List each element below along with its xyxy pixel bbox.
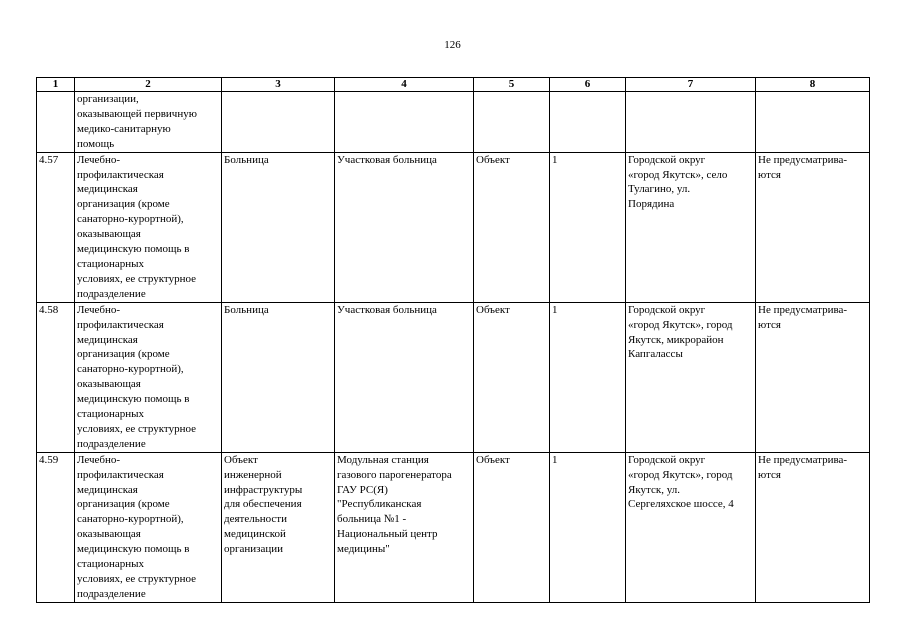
table-cell [550, 92, 626, 153]
page-number: 126 [444, 39, 461, 51]
table-header-row [37, 78, 870, 92]
table-cell: Городской округ «город Якутск», село Тулагино, ул. Порядина [626, 152, 756, 302]
table-cell [474, 92, 550, 153]
table-cell: 1 [550, 152, 626, 302]
column-header: 3 [222, 78, 335, 92]
table-cell: Не предусматрива- ются [756, 452, 870, 602]
table-cell [222, 92, 335, 153]
table-cell: Лечебно- профилактическая медицинская организация (кроме санаторно-курортной), оказывающая медицинскую помощь в стационарных условиях, ее структурное подразделение [75, 302, 222, 452]
table-cell: Не предусматрива- ются [756, 152, 870, 302]
table-cell [756, 92, 870, 153]
table-cell: Участковая больница [335, 302, 474, 452]
table-cell: Объект [474, 152, 550, 302]
column-header: 1 [37, 78, 75, 92]
table-row [37, 452, 870, 602]
row-number: 4.57 [37, 152, 75, 302]
column-header: 8 [756, 78, 870, 92]
table-cell: Больница [222, 302, 335, 452]
column-header: 4 [335, 78, 474, 92]
table-cell: Городской округ «город Якутск», город Якутск, микрорайон Капгалассы [626, 302, 756, 452]
table-cell [335, 92, 474, 153]
table-row [37, 152, 870, 302]
table-cell: 1 [550, 302, 626, 452]
row-number: 4.58 [37, 302, 75, 452]
table-cell: Городской округ «город Якутск», город Якутск, ул. Сергеляхское шоссе, 4 [626, 452, 756, 602]
data-table [36, 77, 870, 603]
column-header: 6 [550, 78, 626, 92]
column-header: 5 [474, 78, 550, 92]
column-header: 7 [626, 78, 756, 92]
table-row-continuation [37, 92, 870, 153]
table-cell: Объект [474, 452, 550, 602]
table-cell: Модульная станция газового парогенератора ГАУ РС(Я) "Республиканская больница №1 - Национальный центр медицины" [335, 452, 474, 602]
column-header: 2 [75, 78, 222, 92]
table-cell: Объект инженерной инфраструктуры для обеспечения деятельности медицинской организации [222, 452, 335, 602]
table-cell: Больница [222, 152, 335, 302]
table-cell: Лечебно- профилактическая медицинская организация (кроме санаторно-курортной), оказывающая медицинскую помощь в стационарных условиях, ее структурное подразделение [75, 152, 222, 302]
table-cell: Участковая больница [335, 152, 474, 302]
table-cell: 1 [550, 452, 626, 602]
table-row [37, 302, 870, 452]
row-number: 4.59 [37, 452, 75, 602]
table-cell: организации, оказывающей первичную медико-санитарную помощь [75, 92, 222, 153]
table-cell [626, 92, 756, 153]
table-cell: Не предусматрива- ются [756, 302, 870, 452]
table-cell [37, 92, 75, 153]
table-cell: Объект [474, 302, 550, 452]
table-cell: Лечебно- профилактическая медицинская организация (кроме санаторно-курортной), оказывающая медицинскую помощь в стационарных условиях, ее структурное подразделение [75, 452, 222, 602]
